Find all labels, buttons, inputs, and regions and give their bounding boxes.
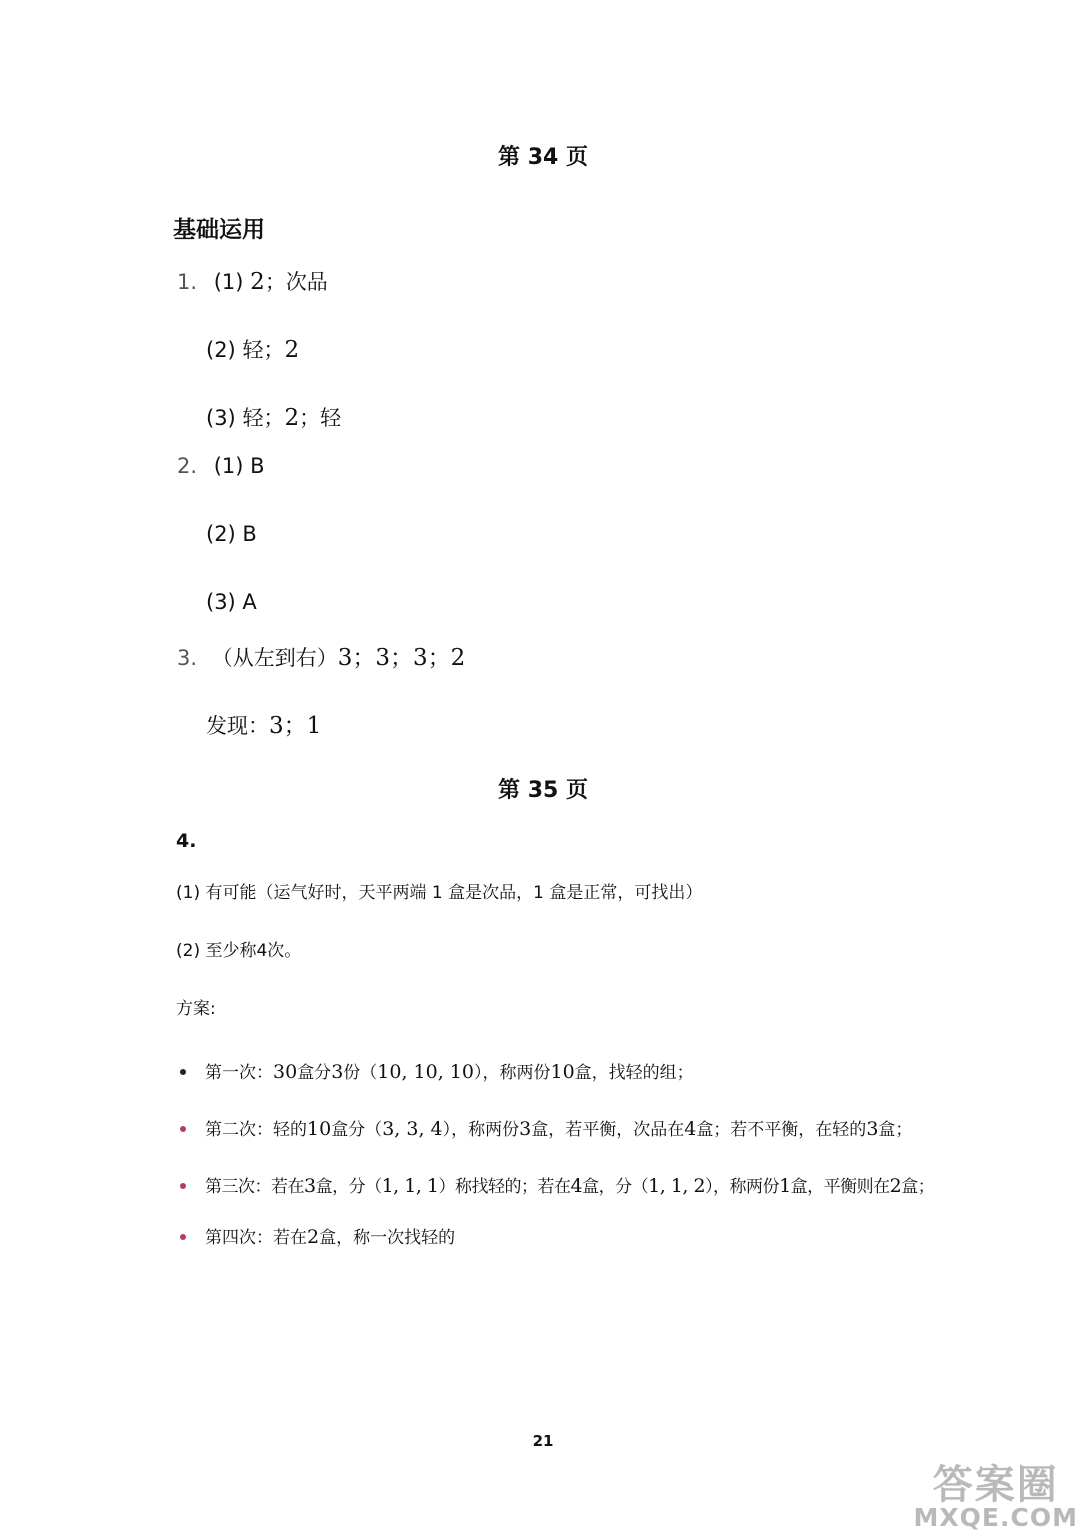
watermark-logo xyxy=(913,1462,1078,1532)
q1-answer-2: (2) 轻；2 xyxy=(206,337,300,363)
watermark-text-top: 答案圈 xyxy=(932,1462,1059,1508)
q3-answer: 3. （从左到右）3；3；3；2 xyxy=(177,645,466,671)
q4-part-1: (1) 有可能（运气好时，天平两端 1 盒是次品，1 盒是正常，可找出） xyxy=(176,883,703,903)
q1-number: 1. xyxy=(177,270,198,294)
bullet-dot-icon xyxy=(180,1183,186,1189)
q1-answer-1: 1. (1) 2；次品 xyxy=(177,269,328,295)
bullet-dot-icon xyxy=(180,1234,186,1240)
bullet-dot-icon xyxy=(180,1126,186,1132)
q2-answer-3: (3) A xyxy=(206,590,257,614)
plan-step-2: 第二次：轻的10盒分（3, 3, 4），称两份3盒，若平衡，次品在4盒；若不平衡，在轻的3盒； xyxy=(205,1118,913,1140)
q3-number: 3. xyxy=(177,646,198,670)
q3-finding: 发现：3；1 xyxy=(206,713,322,739)
plan-step-1: 第一次：30盒分3份（10, 10, 10），称两份10盒，找轻的组； xyxy=(205,1061,694,1083)
q2-answer-2: (2) B xyxy=(206,522,257,546)
q1-answer-3: (3) 轻；2；轻 xyxy=(206,405,342,431)
page-34-heading: 第 34 页 xyxy=(498,145,588,170)
plan-step-3: 第三次：若在3盒，分（1, 1, 1）称找轻的；若在4盒，分（1, 1, 2），称两份1盒，平衡则在2盒； xyxy=(205,1175,935,1197)
q4-number: 4. xyxy=(176,830,197,852)
page-number: 21 xyxy=(532,1432,554,1450)
section-heading-basic-use: 基础运用 xyxy=(173,217,265,243)
watermark-text-bottom: MXQE.COM xyxy=(913,1503,1078,1532)
q2-number: 2. xyxy=(177,454,198,478)
q4-part-2: (2) 至少称4次。 xyxy=(176,941,302,961)
q2-answer-1: 2. (1) B xyxy=(177,454,265,478)
q4-plan-label: 方案: xyxy=(176,999,216,1019)
bullet-dot-icon xyxy=(180,1069,186,1075)
page-35-heading: 第 35 页 xyxy=(498,778,588,803)
plan-step-4: 第四次：若在2盒，称一次找轻的 xyxy=(205,1226,456,1248)
